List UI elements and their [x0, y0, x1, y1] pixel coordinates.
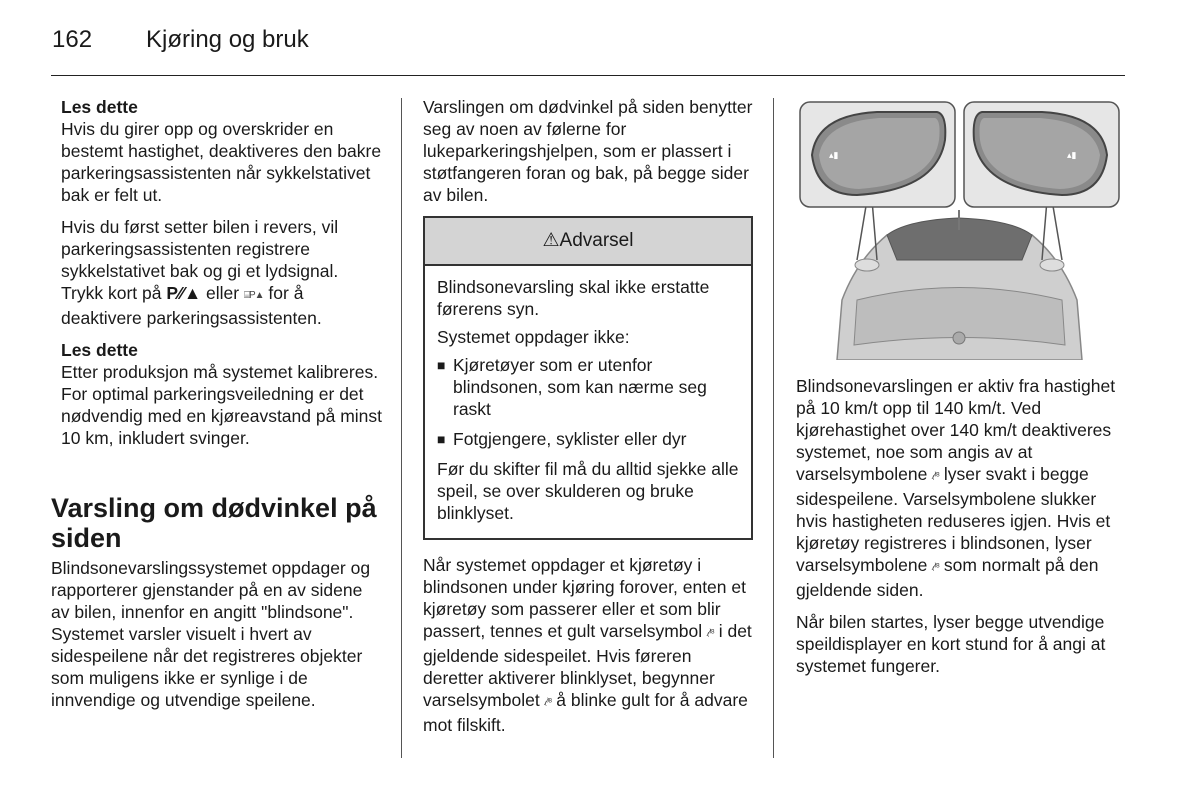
warning-text: Blindsonevarsling skal ikke erstatte førerens syn. [437, 277, 710, 319]
svg-text:▴▮: ▴▮ [1067, 151, 1077, 161]
note-text: Hvis du girer opp og overskrider en bestemt hastighet, deaktiveres den bakre parkeringsassistenten når sykkelstativet bak er felt ut. [61, 119, 382, 205]
car-mirrors-image [797, 100, 1122, 360]
paragraph: Blindsonevarslingssystemet oppdager og rapporterer gjenstander på en av sidene av bilen, innenfor en angitt "blindsone". Systemet varsler visuelt i hvert av sidespeilene når det registreres objekter som muligens ikke er synlige i de innvendige og utvendige speilene. [51, 558, 371, 710]
note-heading: Les dette [61, 97, 138, 117]
section-heading: Varsling om dødvinkel på siden [51, 493, 377, 553]
blind-spot-symbol-icon: ₍⁄⁾⁸ [707, 628, 714, 639]
blind-spot-symbol-icon: ₍⁄⁾⁸ [932, 471, 939, 482]
warning-box [423, 216, 753, 540]
bullet-icon: ■ [437, 357, 446, 373]
bullet-icon: ■ [437, 431, 446, 447]
paragraph [796, 375, 1126, 601]
column-3 [796, 375, 1126, 687]
park-assist-symbol-icon: P⁄⁄▲ [166, 283, 202, 303]
column-divider-1 [401, 98, 402, 758]
warning-text: Før du skifter fil må du alltid sjekke alle speil, se over skulderen og bruke blinklyset. [437, 459, 739, 523]
mirror-illustration [797, 100, 1122, 360]
section-title: Kjøring og bruk [146, 26, 309, 53]
header-rule [51, 75, 1125, 76]
column-divider-2 [773, 98, 774, 758]
note-text: Etter produksjon må systemet kalibreres. For optimal parkeringsveiledning er det nødvendig med en kjøreavstand på minst 10 km, inkludert svinger. [61, 362, 382, 448]
paragraph [423, 554, 753, 736]
paragraph-text: Hvis du først setter bilen i revers, vil parkeringsassistenten registrere sykkelstativet bak og gi et lydsignal. Trykk kort på [61, 217, 339, 303]
paragraph-text: for å deaktivere parkeringsassistenten. [61, 283, 322, 328]
list-item [437, 428, 739, 450]
column-2 [423, 96, 753, 746]
paragraph [61, 216, 383, 329]
warning-title: ⚠Advarsel [425, 218, 751, 266]
paragraph: Varslingen om dødvinkel på siden benytter seg av noen av følerne for lukeparkeringshjelpen, som er plassert i støtfangeren foran og bak, på begge sider av bilen. [423, 97, 753, 205]
warning-text: Systemet oppdager ikke: [437, 327, 630, 347]
list-item-text: Fotgjengere, syklister eller dyr [453, 429, 687, 449]
paragraph-text: Når systemet oppdager et kjøretøy i blindsonen under kjøring forover, enten et kjøretøy som passerer eller et som blir passert, tennes et gult varselsymbol [423, 555, 746, 641]
column-1-lower [51, 479, 383, 711]
page-number: 162 [52, 26, 93, 53]
note-heading: Les dette [61, 340, 138, 360]
column-1 [61, 96, 383, 459]
svg-text:▴▮: ▴▮ [829, 151, 839, 161]
paragraph: Når bilen startes, lyser begge utvendige speildisplayer en kort stund for å angi at systemet fungerer. [796, 612, 1106, 676]
paragraph-text: å blinke gult for å advare mot filskift. [423, 690, 748, 735]
list-item [437, 354, 739, 420]
list-item-text: Kjøretøyer som er utenfor blindsonen, som kan nærme seg raskt [453, 355, 707, 419]
paragraph-text: lyser svakt i begge sidespeilene. Varselsymbolene slukker hvis hastigheten reduseres igjen. Hvis et kjøretøy registreres i blindsonen, lyser varselsymbolene [796, 464, 1111, 575]
blind-spot-symbol-icon: ₍⁄⁾⁸ [932, 562, 939, 573]
paragraph-text: i det gjeldende sidespeilet. Hvis føreren deretter aktiverer blinklyset, begynner varselsymbolet [423, 621, 752, 710]
paragraph-text: som normalt på den gjeldende siden. [796, 555, 1099, 600]
park-assist-off-symbol-icon: ⌸P▲ [243, 290, 264, 301]
paragraph-text: Blindsonevarslingen er aktiv fra hastighet på 10 km/t opp til 140 km/t. Ved kjørehastighet over 140 km/t deaktiveres systemet, noe som angis av at varselsymbolene [796, 376, 1116, 484]
blind-spot-symbol-icon: ₍⁄⁾⁸ [544, 697, 552, 708]
paragraph-text: eller [201, 283, 244, 303]
